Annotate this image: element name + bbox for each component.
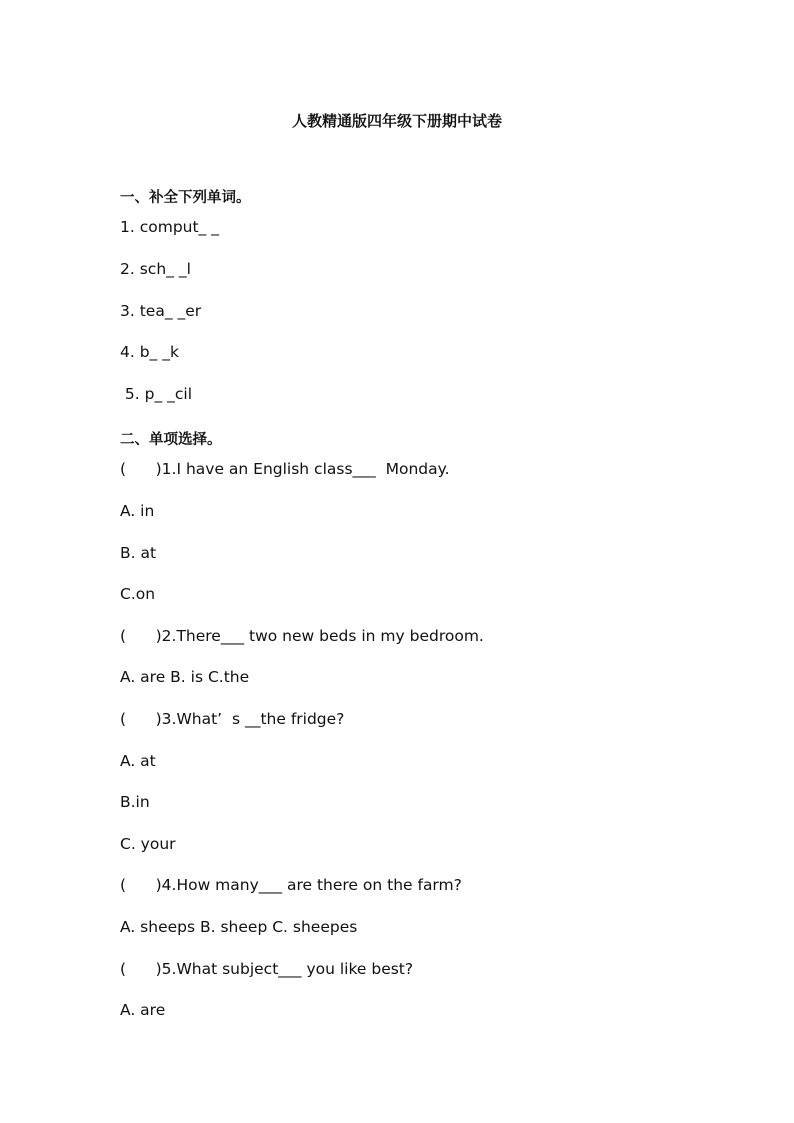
option-line: A. sheeps B. sheep C. sheepes — [120, 918, 358, 936]
word-item-2: 2. sch_ _l — [120, 260, 191, 278]
section-2-heading: 二、单项选择。 — [120, 432, 222, 448]
question-5: ( )5.What subject___ you like best? — [120, 960, 414, 978]
option-line: A. are — [120, 1001, 166, 1019]
question-1: ( )1.I have an English class___ Monday. — [120, 460, 450, 478]
word-item-1: 1. comput_ _ — [120, 218, 219, 236]
word-item-5: 5. p_ _cil — [120, 385, 193, 403]
page-title: 人教精通版四年级下册期中试卷 — [291, 112, 502, 130]
word-item-3: 3. tea_ _er — [120, 302, 202, 320]
option-line: A. are B. is C.the — [120, 668, 250, 686]
question-3: ( )3.What’ s __the fridge? — [120, 710, 345, 728]
section-1-heading: 一、补全下列单词。 — [120, 190, 251, 206]
question-4: ( )4.How many___ are there on the farm? — [120, 876, 462, 894]
option-line: C. your — [120, 835, 176, 853]
option-line: B. at — [120, 544, 157, 562]
word-item-4: 4. b_ _k — [120, 343, 179, 361]
option-line: C.on — [120, 585, 156, 603]
option-line: A. at — [120, 752, 156, 770]
option-line: B.in — [120, 793, 150, 811]
question-2: ( )2.There___ two new beds in my bedroom. — [120, 627, 484, 645]
option-line: A. in — [120, 502, 155, 520]
